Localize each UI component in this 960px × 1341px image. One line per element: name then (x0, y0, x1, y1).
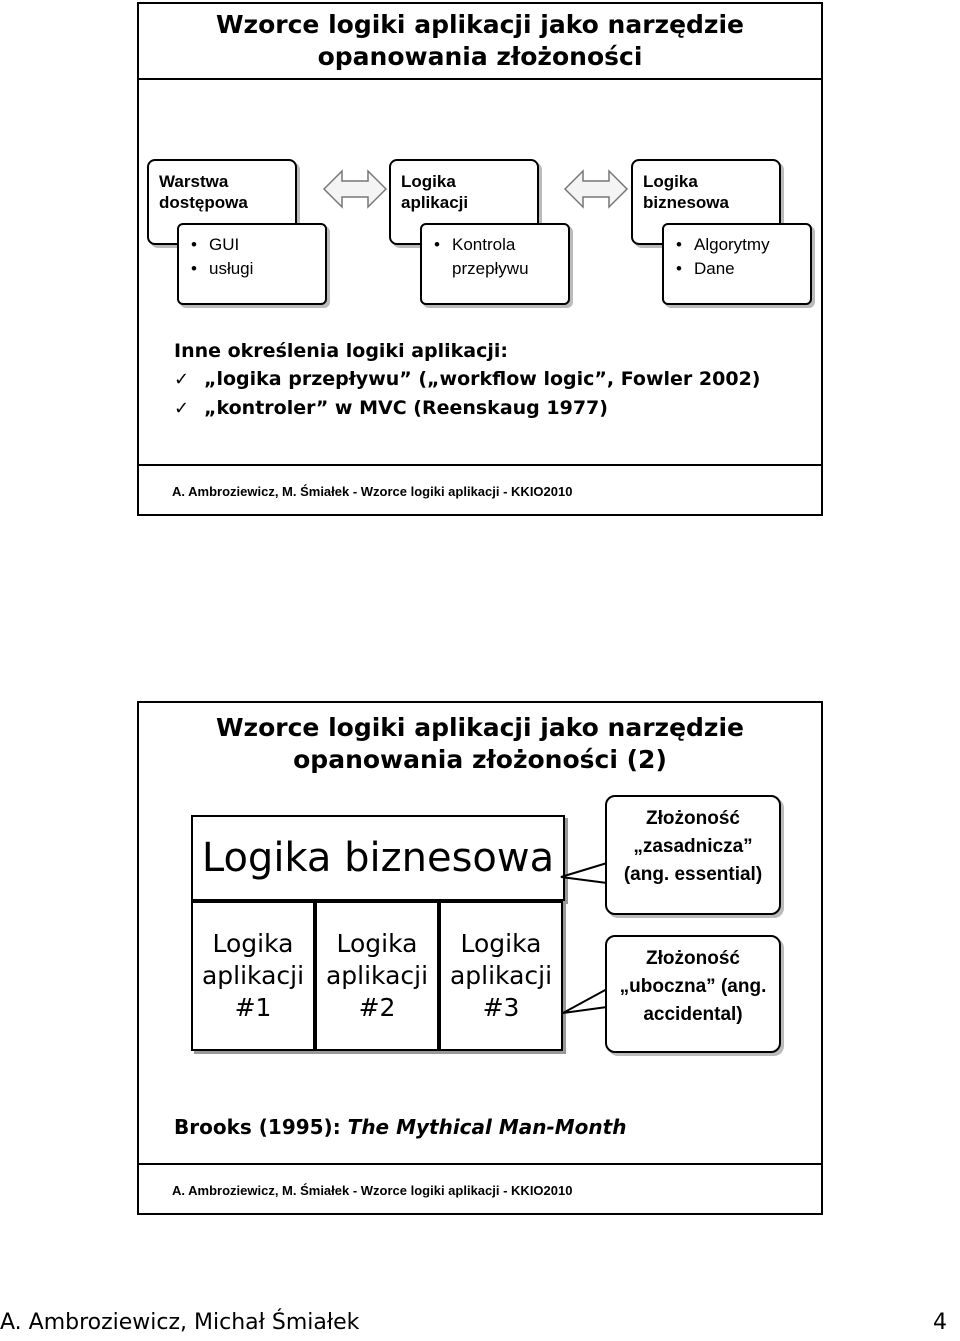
callout-pointer-icon (551, 861, 611, 891)
layer-title-line: Logika (401, 172, 456, 191)
bullet-icon: • (434, 235, 440, 254)
callout-essential (605, 795, 781, 915)
double-arrow-icon (322, 167, 388, 211)
callout-line: Złożoność (646, 948, 740, 969)
other-name-item: „kontroler” w MVC (Reenskaug 1977) (204, 397, 608, 419)
slide-title-line-2: opanowania złożoności (317, 42, 643, 71)
footer-divider (139, 464, 821, 466)
slide-title-line-1: Wzorce logiki aplikacji jako narzędzie (215, 10, 745, 39)
bullet-icon: • (191, 235, 197, 254)
callout-line: accidental) (643, 1004, 743, 1025)
layer-item: usługi (209, 259, 254, 278)
layer-item: Kontrola (452, 235, 516, 254)
callout-line: „zasadnicza” (633, 836, 753, 857)
checkmark-icon: ✓ (174, 398, 190, 419)
layer-title-line: dostępowa (159, 193, 248, 212)
app-logic-box-1 (191, 901, 315, 1051)
layer-item: Dane (694, 259, 735, 278)
business-logic-box: Logika biznesowa (191, 815, 565, 901)
app-logic-line: Logika (460, 929, 542, 958)
other-name-item: „logika przepływu” („workflow logic”, Fowler 2002) (204, 368, 761, 390)
layer-title-line: aplikacji (401, 193, 469, 212)
footer-divider (139, 1163, 821, 1165)
bullet-icon: • (676, 259, 682, 278)
app-logic-line: aplikacji (201, 961, 305, 990)
slide-title-line-2: opanowania złożoności (2) (293, 745, 667, 774)
app-logic-line: aplikacji (449, 961, 553, 990)
layer-title-line: biznesowa (643, 193, 729, 212)
callout-line: „uboczna” (ang. (619, 976, 767, 997)
layer-application-items-box (420, 223, 570, 305)
app-logic-box-2 (315, 901, 439, 1051)
brooks-book-title: The Mythical Man-Month (347, 1115, 627, 1139)
slide-title (139, 707, 821, 781)
other-names-list (174, 337, 760, 423)
brooks-author: Brooks (1995): (174, 1115, 348, 1139)
app-logic-line: #3 (482, 993, 520, 1022)
brooks-reference (174, 1115, 626, 1139)
slide-title (139, 4, 821, 80)
bullet-icon: • (676, 235, 682, 254)
layer-business-items-box (662, 223, 812, 305)
app-logic-line: aplikacji (325, 961, 429, 990)
app-logic-line: #1 (234, 993, 272, 1022)
page-authors: A. Ambroziewicz, Michał Śmiałek (0, 1310, 360, 1335)
layer-item: GUI (209, 235, 240, 254)
slide-footer: A. Ambroziewicz, M. Śmiałek - Wzorce logiki aplikacji - KKIO2010 (172, 484, 573, 499)
layer-title-line: Warstwa (159, 172, 229, 191)
app-logic-line: Logika (212, 929, 294, 958)
callout-accidental (605, 935, 781, 1053)
checkmark-icon: ✓ (174, 369, 190, 390)
page-number: 4 (933, 1310, 947, 1335)
slide-footer: A. Ambroziewicz, M. Śmiałek - Wzorce logiki aplikacji - KKIO2010 (172, 1183, 573, 1198)
slide-2 (137, 701, 823, 1215)
app-logic-line: Logika (336, 929, 418, 958)
double-arrow-icon (563, 167, 629, 211)
slide-1 (137, 2, 823, 516)
app-logic-line: #2 (358, 993, 396, 1022)
layer-item: przepływu (452, 259, 529, 278)
slide-title-line-1: Wzorce logiki aplikacji jako narzędzie (215, 713, 745, 742)
layer-access-items-box (177, 223, 327, 305)
app-logic-box-3 (439, 901, 563, 1051)
layer-title-line: Logika (643, 172, 698, 191)
layer-item: Algorytmy (694, 235, 770, 254)
callout-pointer-icon (551, 985, 611, 1025)
callout-line: (ang. essential) (623, 864, 763, 885)
bullet-icon: • (191, 259, 197, 278)
callout-line: Złożoność (646, 808, 740, 829)
other-names-heading: Inne określenia logiki aplikacji: (174, 340, 508, 362)
